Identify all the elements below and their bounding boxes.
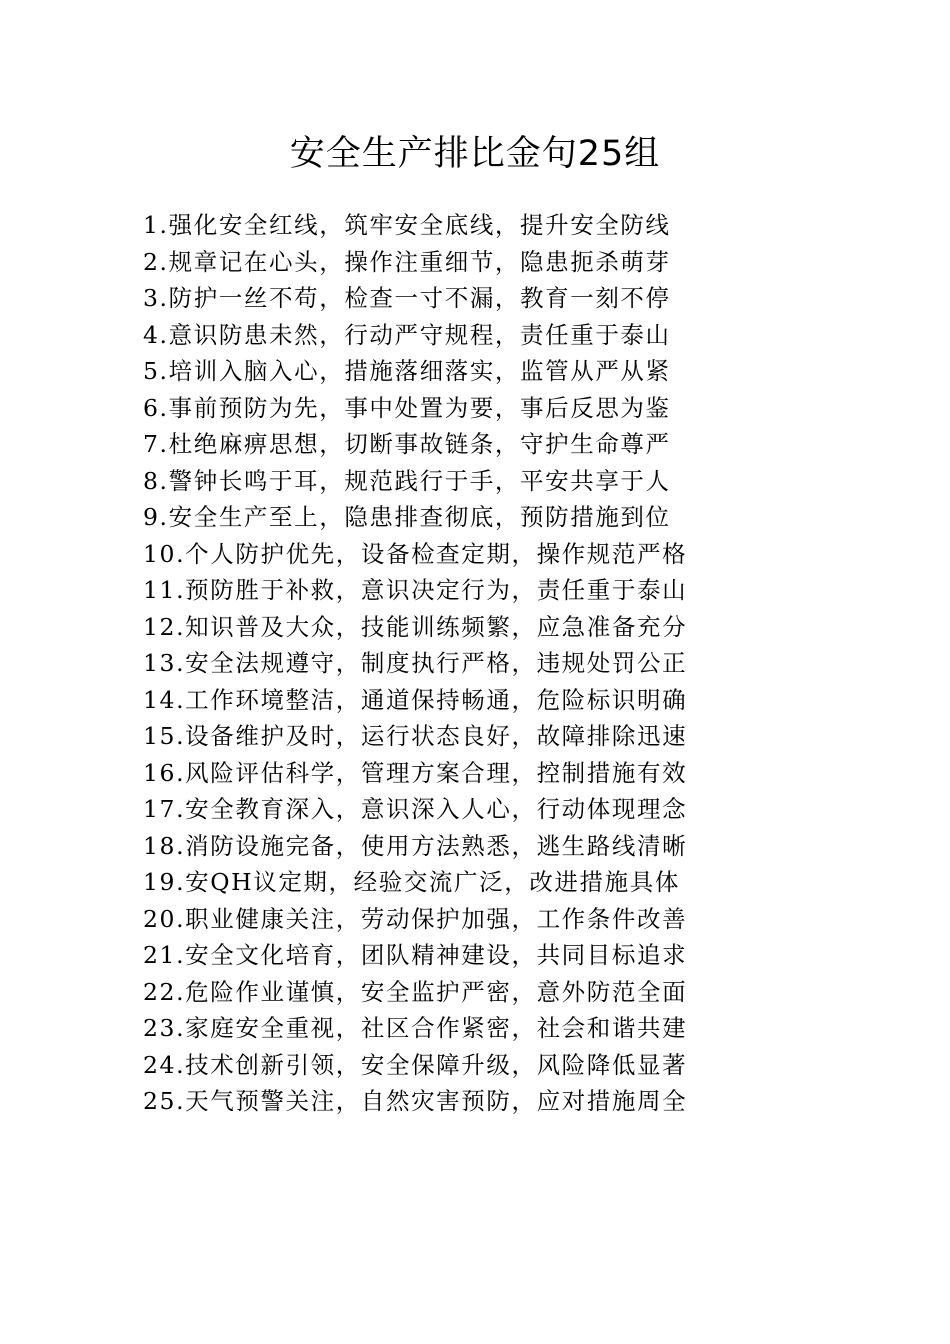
slogan-line-23: 23.家庭安全重视，社区合作紧密，社会和谐共建 <box>143 1014 688 1042</box>
slogan-line-17: 17.安全教育深入，意识深入人心，行动体现理念 <box>143 795 688 823</box>
slogan-line-2: 2.规章记在心头，操作注重细节，隐患扼杀萌芽 <box>143 247 671 276</box>
document-title: 安全生产排比金句25组 <box>289 134 661 174</box>
slogan-line-6: 6.事前预防为先，事中处置为要，事后反思为鉴 <box>143 393 671 422</box>
slogan-line-4: 4.意识防患未然，行动严守规程，责任重于泰山 <box>143 320 671 349</box>
slogan-line-12: 12.知识普及大众，技能训练频繁，应急准备充分 <box>143 612 688 641</box>
slogan-line-18: 18.消防设施完备，使用方法熟悉，逃生路线清晰 <box>143 831 688 860</box>
slogan-line-22: 22.危险作业谨慎，安全监护严密，意外防范全面 <box>143 977 688 1006</box>
slogan-line-15: 15.设备维护及时，运行状态良好，故障排除迅速 <box>143 722 688 750</box>
slogan-line-1: 1.强化安全红线，筑牢安全底线，提升安全防线 <box>143 211 671 239</box>
slogan-line-19: 19.安QH议定期，经验交流广泛，改进措施具体 <box>143 868 680 896</box>
slogan-line-8: 8.警钟长鸣于耳，规范践行于手，平安共享于人 <box>143 466 671 495</box>
slogan-line-7: 7.杜绝麻痹思想，切断事故链条，守护生命尊严 <box>143 430 671 458</box>
slogan-line-24: 24.技术创新引领，安全保障升级，风险降低显著 <box>143 1050 688 1079</box>
slogan-line-21: 21.安全文化培育，团队精神建设，共同目标追求 <box>143 941 688 969</box>
slogan-line-14: 14.工作环境整洁，通道保持畅通，危险标识明确 <box>143 685 688 714</box>
slogan-line-13: 13.安全法规遵守，制度执行严格，违规处罚公正 <box>143 649 688 677</box>
slogan-line-11: 11.预防胜于补救，意识决定行为，责任重于泰山 <box>143 576 688 604</box>
slogan-line-16: 16.风险评估科学，管理方案合理，控制措施有效 <box>143 758 688 787</box>
slogan-line-5: 5.培训入脑入心，措施落细落实，监管从严从紧 <box>143 357 671 385</box>
slogan-list <box>143 207 687 1120</box>
slogan-line-9: 9.安全生产至上，隐患排查彻底，预防措施到位 <box>143 503 671 531</box>
slogan-line-25: 25.天气预警关注，自然灾害预防，应对措施周全 <box>143 1087 688 1115</box>
slogan-line-10: 10.个人防护优先，设备检查定期，操作规范严格 <box>143 539 688 568</box>
slogan-line-20: 20.职业健康关注，劳动保护加强，工作条件改善 <box>143 904 688 933</box>
slogan-line-3: 3.防护一丝不苟，检查一寸不漏，教育一刻不停 <box>143 284 671 312</box>
